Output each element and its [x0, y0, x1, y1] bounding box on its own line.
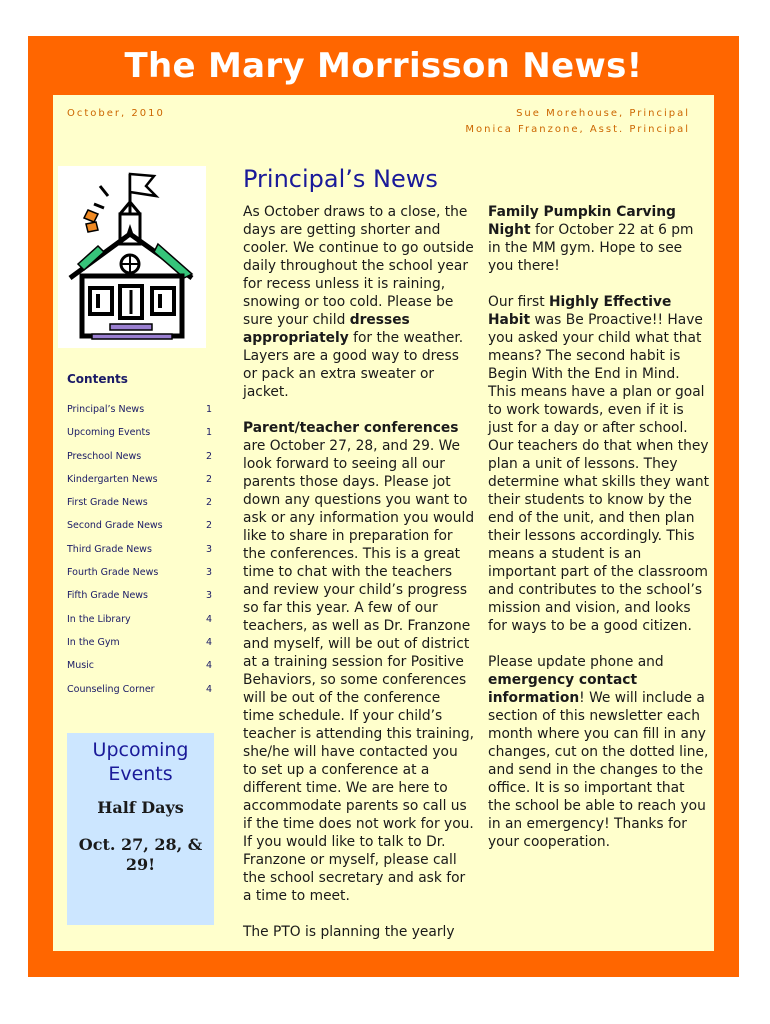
- toc-page: 4: [205, 613, 212, 625]
- toc-label: Preschool News: [67, 450, 142, 462]
- toc-label: First Grade News: [67, 497, 148, 509]
- events-title: [67, 738, 214, 786]
- toc-label: Principal’s News: [67, 404, 145, 415]
- toc-label: Counseling Corner: [67, 683, 155, 695]
- toc-page: 2: [205, 473, 212, 485]
- toc-item[interactable]: [67, 590, 212, 613]
- toc-page: 2: [205, 450, 212, 462]
- paragraph: The PTO is planning the yearly: [243, 924, 455, 940]
- toc-page: 1: [205, 404, 212, 415]
- paragraph: As October draws to a close, the days are getting shorter and cooler. We continue to go outside daily throughout the school year for recess unless it is raining, snowing or too cold. Please be sure your child dresses appropriately for the weather. Layers are a good way to dress or pack an extra sweater or jacket.: [243, 204, 474, 400]
- schoolhouse-icon: [58, 166, 206, 348]
- paragraph: Parent/teacher conferences are October 27, 28, and 29. We look forward to seeing all our parents those days. Please jot down any questions you want to ask or any information you would like to share in preparation for the conferences. This is a great time to chat with the teachers and review your child’s progress so far this year. A few of our teachers, as well as Dr. Franzone and myself, will be out of district at a training session for Positive Behaviors, so some conferences will be out of the conference time schedule. If your child’s teacher is attending this training, she/he will have contacted you to set up a conference at a different time. We are here to accommodate parents so call us if the time does not work for you. If you would like to talk to Dr. Franzone or myself, please call the school secretary and ask for a time to meet.: [243, 420, 475, 904]
- newsletter-title: The Mary Morrisson News!: [124, 46, 643, 86]
- toc-item[interactable]: [67, 404, 212, 427]
- half-days-label: Half Days: [97, 798, 184, 817]
- events-title-line: Upcoming: [92, 739, 189, 761]
- event-dates-line: 29!: [125, 855, 156, 874]
- toc-item[interactable]: [67, 520, 212, 543]
- table-of-contents: [67, 404, 212, 707]
- toc-label: Third Grade News: [67, 543, 152, 555]
- toc-label: Fifth Grade News: [67, 590, 149, 602]
- principal-name: Sue Morehouse, Principal: [516, 108, 690, 119]
- article-column-1: [243, 203, 475, 959]
- upcoming-events-box: [67, 733, 214, 925]
- toc-item[interactable]: [67, 451, 212, 474]
- toc-item[interactable]: [67, 497, 212, 520]
- toc-item[interactable]: [67, 427, 212, 450]
- toc-label: Second Grade News: [67, 520, 163, 532]
- toc-item[interactable]: [67, 660, 212, 683]
- section-title: Principal’s News: [243, 165, 438, 193]
- toc-item[interactable]: [67, 474, 212, 497]
- toc-item[interactable]: [67, 637, 212, 660]
- toc-page: 4: [205, 636, 212, 648]
- contents-heading: Contents: [67, 372, 128, 386]
- toc-label: Upcoming Events: [67, 427, 151, 439]
- toc-label: Music: [67, 660, 95, 672]
- toc-page: 3: [205, 567, 212, 579]
- toc-page: 1: [205, 427, 212, 439]
- article-column-2: [488, 203, 710, 869]
- toc-page: 3: [205, 590, 212, 602]
- toc-item[interactable]: [67, 614, 212, 637]
- toc-item[interactable]: [67, 684, 212, 707]
- toc-label: Kindergarten News: [67, 473, 158, 485]
- paragraph: Our first Highly Effective Habit was Be Proactive!! Have you asked your child what that means? The second habit is Begin With the End in Mind. This means have a plan or goal to work towards, even if it is just for a day or after school. Our teachers do that when they plan a unit of lessons. They determine what skills they want their students to know by the end of the unit, and then plan their lessons accordingly. This means a student is an important part of the classroom and contributes to the school’s mission and vision, and looks for ways to be a good citizen.: [488, 294, 710, 634]
- events-title-line: Events: [108, 763, 173, 785]
- paragraph: Family Pumpkin Carving Night for October 22 at 6 pm in the MM gym. Hope to see you there!: [488, 204, 694, 274]
- toc-page: 4: [205, 683, 212, 695]
- issue-date: October, 2010: [67, 108, 165, 119]
- toc-label: In the Gym: [67, 636, 120, 648]
- toc-page: 3: [205, 543, 212, 555]
- toc-page: 2: [205, 497, 212, 509]
- toc-label: Fourth Grade News: [67, 567, 159, 579]
- paragraph: Please update phone and emergency contact information! We will include a section of this newsletter each month where you can fill in any changes, cut on the dotted line, and send in the changes to the office. It is so important that the school be able to reach you in an emergency! Thanks for your cooperation.: [488, 654, 709, 850]
- toc-page: 2: [205, 520, 212, 532]
- event-dates: [67, 835, 214, 875]
- toc-label: In the Library: [67, 613, 131, 625]
- toc-item[interactable]: [67, 567, 212, 590]
- toc-page: 4: [205, 660, 212, 672]
- asst-principal-name: Monica Franzone, Asst. Principal: [465, 124, 690, 135]
- toc-item[interactable]: [67, 544, 212, 567]
- event-dates-line: Oct. 27, 28, &: [78, 835, 203, 854]
